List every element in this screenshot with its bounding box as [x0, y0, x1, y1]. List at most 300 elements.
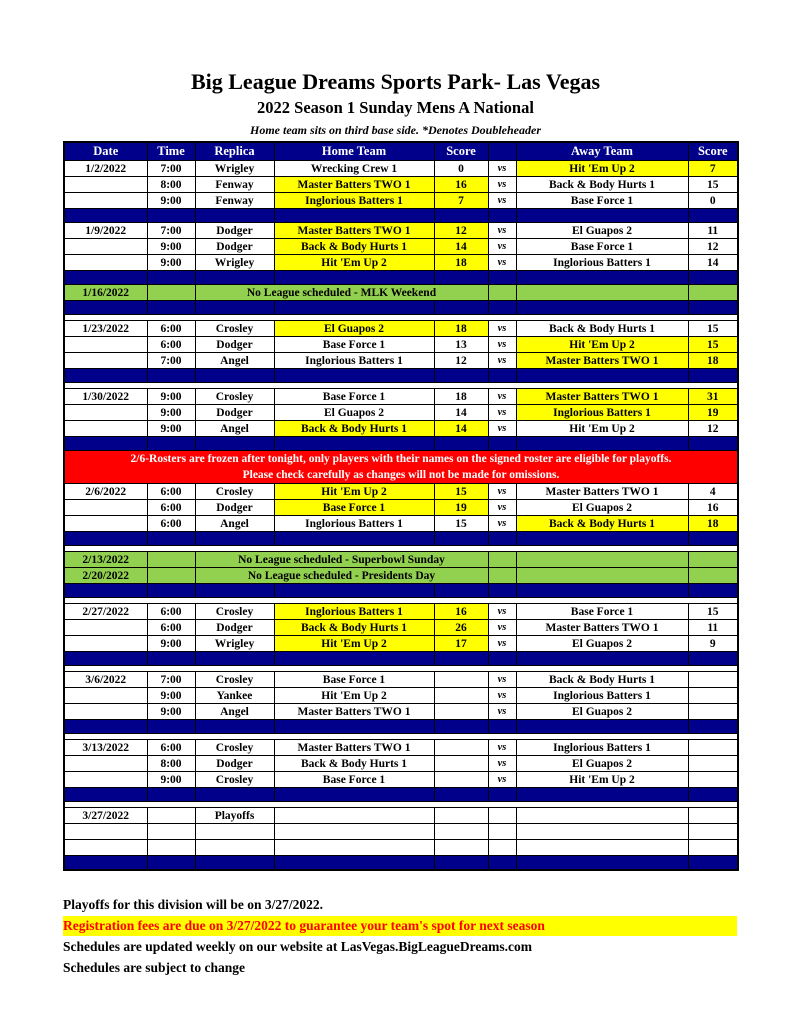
row-note: [64, 568, 738, 584]
cell-away-team: Hit 'Em Up 2: [516, 161, 688, 177]
cell-vs: vs: [488, 255, 516, 271]
cell-date: [64, 840, 147, 856]
separator-cell: [64, 301, 147, 315]
cell-home-score: 14: [434, 405, 488, 421]
separator-cell: [147, 856, 195, 871]
cell-away-team: [516, 568, 688, 584]
cell-time: 6:00: [147, 321, 195, 337]
cell-away-score: 11: [688, 620, 738, 636]
cell-away-score: 15: [688, 337, 738, 353]
separator-cell: [434, 788, 488, 802]
cell-home-score: 16: [434, 177, 488, 193]
cell-home-score: [434, 840, 488, 856]
cell-vs: vs: [488, 604, 516, 620]
header-home-score: Score: [434, 142, 488, 161]
row-game: [64, 239, 738, 255]
cell-vs: vs: [488, 223, 516, 239]
cell-away-team: El Guapos 2: [516, 500, 688, 516]
cell-vs: [488, 840, 516, 856]
cell-away-score: 4: [688, 484, 738, 500]
separator-cell: [195, 369, 274, 383]
cell-date: [64, 193, 147, 209]
no-league-note: No League scheduled - Superbowl Sunday: [195, 552, 488, 568]
separator-cell: [64, 584, 147, 598]
cell-vs: vs: [488, 672, 516, 688]
cell-vs: vs: [488, 353, 516, 369]
row-game: [64, 405, 738, 421]
separator-cell: [147, 271, 195, 285]
cell-home-score: 26: [434, 620, 488, 636]
cell-away-score: [688, 285, 738, 301]
row-game: [64, 704, 738, 720]
cell-away-team: El Guapos 2: [516, 636, 688, 652]
separator-cell: [434, 437, 488, 451]
cell-home-team: Hit 'Em Up 2: [274, 688, 434, 704]
row-banner: [64, 451, 738, 484]
cell-date: [64, 405, 147, 421]
cell-date: [64, 516, 147, 532]
cell-home-score: [434, 824, 488, 840]
cell-home-score: 16: [434, 604, 488, 620]
separator-cell: [488, 532, 516, 546]
cell-home-team: Base Force 1: [274, 772, 434, 788]
cell-away-team: [516, 552, 688, 568]
cell-time: 7:00: [147, 161, 195, 177]
separator-cell: [195, 720, 274, 734]
cell-away-team: [516, 285, 688, 301]
cell-time: 9:00: [147, 688, 195, 704]
cell-date: [64, 337, 147, 353]
cell-time: 6:00: [147, 516, 195, 532]
cell-away-team: Inglorious Batters 1: [516, 688, 688, 704]
separator-cell: [64, 437, 147, 451]
cell-date: [64, 255, 147, 271]
schedule-body: [64, 142, 738, 870]
cell-date: 3/27/2022: [64, 808, 147, 824]
cell-home-score: 15: [434, 484, 488, 500]
cell-away-score: 12: [688, 239, 738, 255]
cell-away-team: Master Batters TWO 1: [516, 353, 688, 369]
cell-home-team: Back & Body Hurts 1: [274, 421, 434, 437]
cell-away-score: 18: [688, 516, 738, 532]
cell-home-team: [274, 840, 434, 856]
row-sep: [64, 369, 738, 383]
footer-subject-to-change-note: Schedules are subject to change: [63, 960, 245, 975]
page-title: Big League Dreams Sports Park- Las Vegas: [190, 69, 601, 94]
separator-cell: [147, 437, 195, 451]
row-sep: [64, 720, 738, 734]
separator-cell: [147, 584, 195, 598]
cell-replica: Dodger: [195, 239, 274, 255]
cell-replica: Wrigley: [195, 255, 274, 271]
cell-away-team: Back & Body Hurts 1: [516, 321, 688, 337]
row-empty: [64, 824, 738, 840]
cell-time: 9:00: [147, 255, 195, 271]
cell-away-score: [688, 756, 738, 772]
separator-cell: [516, 788, 688, 802]
cell-replica: Angel: [195, 353, 274, 369]
cell-home-score: 7: [434, 193, 488, 209]
cell-vs: vs: [488, 688, 516, 704]
cell-away-team: Hit 'Em Up 2: [516, 337, 688, 353]
footer: [63, 895, 791, 978]
cell-time: [147, 552, 195, 568]
cell-date: 2/20/2022: [64, 568, 147, 584]
separator-cell: [488, 271, 516, 285]
cell-away-score: 11: [688, 223, 738, 239]
separator-cell: [688, 652, 738, 666]
cell-away-team: Inglorious Batters 1: [516, 255, 688, 271]
header-home-team: Home Team: [274, 142, 434, 161]
separator-cell: [147, 301, 195, 315]
separator-cell: [64, 532, 147, 546]
cell-away-team: Back & Body Hurts 1: [516, 177, 688, 193]
cell-away-score: 15: [688, 177, 738, 193]
row-game: [64, 161, 738, 177]
separator-cell: [488, 209, 516, 223]
cell-home-score: [434, 756, 488, 772]
separator-cell: [688, 584, 738, 598]
cell-away-team: Back & Body Hurts 1: [516, 516, 688, 532]
cell-date: [64, 620, 147, 636]
cell-time: 8:00: [147, 756, 195, 772]
cell-away-score: 15: [688, 321, 738, 337]
separator-cell: [516, 301, 688, 315]
cell-away-team: Hit 'Em Up 2: [516, 772, 688, 788]
cell-home-team: Base Force 1: [274, 337, 434, 353]
separator-cell: [516, 209, 688, 223]
cell-vs: vs: [488, 239, 516, 255]
cell-home-score: 18: [434, 389, 488, 405]
cell-date: 3/13/2022: [64, 740, 147, 756]
cell-away-score: 12: [688, 421, 738, 437]
cell-replica: Angel: [195, 421, 274, 437]
row-game: [64, 636, 738, 652]
cell-replica: Dodger: [195, 500, 274, 516]
separator-cell: [195, 532, 274, 546]
separator-cell: [488, 301, 516, 315]
cell-home-score: [434, 772, 488, 788]
cell-away-score: [688, 672, 738, 688]
separator-cell: [274, 437, 434, 451]
separator-cell: [516, 369, 688, 383]
row-empty: [64, 840, 738, 856]
cell-away-score: [688, 772, 738, 788]
cell-vs: vs: [488, 421, 516, 437]
row-sep: [64, 209, 738, 223]
row-sep: [64, 271, 738, 285]
cell-away-score: 18: [688, 353, 738, 369]
cell-away-team: Base Force 1: [516, 193, 688, 209]
separator-cell: [195, 584, 274, 598]
separator-cell: [147, 788, 195, 802]
cell-home-team: Master Batters TWO 1: [274, 704, 434, 720]
cell-vs: [488, 568, 516, 584]
separator-cell: [147, 532, 195, 546]
cell-home-team: Back & Body Hurts 1: [274, 756, 434, 772]
separator-cell: [64, 209, 147, 223]
cell-away-score: [688, 740, 738, 756]
separator-cell: [516, 584, 688, 598]
footer-website-note: Schedules are updated weekly on our website at LasVegas.BigLeagueDreams.com: [63, 939, 533, 954]
cell-home-team: Base Force 1: [274, 389, 434, 405]
cell-vs: vs: [488, 636, 516, 652]
cell-vs: vs: [488, 337, 516, 353]
separator-cell: [434, 720, 488, 734]
cell-replica: Wrigley: [195, 161, 274, 177]
separator-cell: [147, 369, 195, 383]
cell-time: [147, 285, 195, 301]
cell-away-team: [516, 808, 688, 824]
cell-away-score: 7: [688, 161, 738, 177]
cell-date: [64, 824, 147, 840]
cell-away-score: 15: [688, 604, 738, 620]
cell-date: [64, 500, 147, 516]
cell-replica: Crosley: [195, 604, 274, 620]
separator-cell: [516, 437, 688, 451]
separator-cell: [274, 788, 434, 802]
cell-home-team: Base Force 1: [274, 672, 434, 688]
footer-registration-note: Registration fees are due on 3/27/2022 to guarantee your team's spot for next season: [63, 916, 737, 936]
separator-cell: [688, 301, 738, 315]
cell-replica: Dodger: [195, 337, 274, 353]
cell-time: [147, 568, 195, 584]
row-game: [64, 740, 738, 756]
cell-away-team: Back & Body Hurts 1: [516, 672, 688, 688]
cell-time: 9:00: [147, 636, 195, 652]
cell-home-score: 12: [434, 353, 488, 369]
cell-date: 1/23/2022: [64, 321, 147, 337]
cell-time: 6:00: [147, 337, 195, 353]
cell-vs: vs: [488, 500, 516, 516]
cell-replica: Dodger: [195, 405, 274, 421]
row-game: [64, 353, 738, 369]
cell-home-team: Wrecking Crew 1: [274, 161, 434, 177]
row-game: [64, 255, 738, 271]
separator-cell: [434, 532, 488, 546]
cell-away-score: [688, 568, 738, 584]
cell-away-score: 9: [688, 636, 738, 652]
separator-cell: [516, 720, 688, 734]
separator-cell: [64, 788, 147, 802]
cell-time: 9:00: [147, 421, 195, 437]
cell-away-team: [516, 840, 688, 856]
separator-cell: [195, 271, 274, 285]
cell-home-score: [434, 672, 488, 688]
cell-date: 1/9/2022: [64, 223, 147, 239]
cell-vs: [488, 808, 516, 824]
cell-home-team: [274, 824, 434, 840]
cell-date: [64, 636, 147, 652]
row-game: [64, 223, 738, 239]
cell-time: 9:00: [147, 405, 195, 421]
header-time: Time: [147, 142, 195, 161]
cell-home-team: Master Batters TWO 1: [274, 223, 434, 239]
cell-time: 7:00: [147, 223, 195, 239]
separator-cell: [195, 652, 274, 666]
row-game: [64, 688, 738, 704]
row-game: [64, 672, 738, 688]
cell-time: 6:00: [147, 484, 195, 500]
cell-replica: Crosley: [195, 772, 274, 788]
row-header: [64, 142, 738, 161]
cell-home-team: El Guapos 2: [274, 321, 434, 337]
cell-home-team: Inglorious Batters 1: [274, 193, 434, 209]
cell-home-team: Back & Body Hurts 1: [274, 620, 434, 636]
cell-time: 9:00: [147, 704, 195, 720]
cell-home-team: El Guapos 2: [274, 405, 434, 421]
separator-cell: [64, 369, 147, 383]
separator-cell: [688, 720, 738, 734]
cell-home-team: Back & Body Hurts 1: [274, 239, 434, 255]
cell-replica: Crosley: [195, 740, 274, 756]
row-game: [64, 321, 738, 337]
cell-home-team: Base Force 1: [274, 500, 434, 516]
cell-home-team: Inglorious Batters 1: [274, 353, 434, 369]
cell-time: 9:00: [147, 389, 195, 405]
cell-replica: Fenway: [195, 193, 274, 209]
cell-vs: vs: [488, 620, 516, 636]
cell-away-team: [516, 824, 688, 840]
separator-cell: [64, 856, 147, 871]
cell-home-team: Hit 'Em Up 2: [274, 636, 434, 652]
cell-home-score: 19: [434, 500, 488, 516]
no-league-note: No League scheduled - Presidents Day: [195, 568, 488, 584]
separator-cell: [434, 856, 488, 871]
separator-cell: [274, 271, 434, 285]
page-subtitle: 2022 Season 1 Sunday Mens A National: [257, 98, 534, 117]
separator-cell: [147, 652, 195, 666]
cell-time: 6:00: [147, 620, 195, 636]
separator-cell: [274, 652, 434, 666]
cell-home-score: 13: [434, 337, 488, 353]
cell-home-score: [434, 740, 488, 756]
row-sep: [64, 856, 738, 871]
separator-cell: [195, 788, 274, 802]
cell-home-team: Inglorious Batters 1: [274, 604, 434, 620]
separator-cell: [488, 788, 516, 802]
cell-away-team: El Guapos 2: [516, 223, 688, 239]
cell-time: 7:00: [147, 672, 195, 688]
separator-cell: [64, 271, 147, 285]
cell-date: 2/13/2022: [64, 552, 147, 568]
separator-cell: [434, 271, 488, 285]
cell-replica: Angel: [195, 704, 274, 720]
cell-away-team: Master Batters TWO 1: [516, 620, 688, 636]
cell-away-score: 0: [688, 193, 738, 209]
cell-home-team: Master Batters TWO 1: [274, 740, 434, 756]
separator-cell: [488, 720, 516, 734]
cell-vs: [488, 285, 516, 301]
separator-cell: [488, 369, 516, 383]
cell-home-score: 17: [434, 636, 488, 652]
separator-cell: [688, 856, 738, 871]
cell-away-score: [688, 808, 738, 824]
footer-playoffs-note: Playoffs for this division will be on 3/27/2022.: [63, 897, 324, 912]
cell-date: 1/2/2022: [64, 161, 147, 177]
cell-replica: Yankee: [195, 688, 274, 704]
cell-date: 3/6/2022: [64, 672, 147, 688]
separator-cell: [64, 720, 147, 734]
separator-cell: [516, 271, 688, 285]
header-date: Date: [64, 142, 147, 161]
separator-cell: [274, 209, 434, 223]
cell-away-team: Master Batters TWO 1: [516, 389, 688, 405]
separator-cell: [688, 271, 738, 285]
separator-cell: [274, 584, 434, 598]
cell-vs: vs: [488, 772, 516, 788]
cell-date: 2/27/2022: [64, 604, 147, 620]
cell-home-team: Hit 'Em Up 2: [274, 484, 434, 500]
cell-away-score: [688, 688, 738, 704]
cell-vs: vs: [488, 516, 516, 532]
cell-replica: Wrigley: [195, 636, 274, 652]
cell-date: [64, 177, 147, 193]
cell-away-team: El Guapos 2: [516, 704, 688, 720]
cell-away-team: Master Batters TWO 1: [516, 484, 688, 500]
separator-cell: [434, 369, 488, 383]
separator-cell: [688, 532, 738, 546]
row-game: [64, 421, 738, 437]
cell-date: [64, 704, 147, 720]
separator-cell: [147, 209, 195, 223]
cell-time: 8:00: [147, 177, 195, 193]
cell-away-score: [688, 840, 738, 856]
cell-replica: Dodger: [195, 620, 274, 636]
separator-cell: [274, 301, 434, 315]
separator-cell: [274, 532, 434, 546]
separator-cell: [147, 720, 195, 734]
separator-cell: [274, 856, 434, 871]
separator-cell: [274, 720, 434, 734]
cell-replica: [195, 824, 274, 840]
separator-cell: [688, 369, 738, 383]
cell-home-score: 18: [434, 321, 488, 337]
cell-home-score: 0: [434, 161, 488, 177]
cell-vs: vs: [488, 177, 516, 193]
separator-cell: [195, 301, 274, 315]
cell-date: [64, 688, 147, 704]
cell-time: [147, 824, 195, 840]
cell-vs: vs: [488, 389, 516, 405]
separator-cell: [688, 209, 738, 223]
cell-vs: vs: [488, 704, 516, 720]
row-sep: [64, 788, 738, 802]
cell-time: 6:00: [147, 500, 195, 516]
cell-home-score: 18: [434, 255, 488, 271]
cell-time: 9:00: [147, 772, 195, 788]
cell-vs: [488, 552, 516, 568]
cell-replica: Crosley: [195, 321, 274, 337]
row-sep: [64, 301, 738, 315]
row-game: [64, 772, 738, 788]
row-game: [64, 484, 738, 500]
cell-date: 1/30/2022: [64, 389, 147, 405]
cell-time: 9:00: [147, 239, 195, 255]
separator-cell: [195, 437, 274, 451]
separator-cell: [488, 856, 516, 871]
cell-home-score: 14: [434, 421, 488, 437]
cell-vs: vs: [488, 405, 516, 421]
cell-home-score: [434, 704, 488, 720]
cell-home-team: Inglorious Batters 1: [274, 516, 434, 532]
row-sep: [64, 584, 738, 598]
header-vs: [488, 142, 516, 161]
cell-away-team: Inglorious Batters 1: [516, 405, 688, 421]
cell-replica: Crosley: [195, 672, 274, 688]
separator-cell: [688, 788, 738, 802]
cell-date: [64, 772, 147, 788]
